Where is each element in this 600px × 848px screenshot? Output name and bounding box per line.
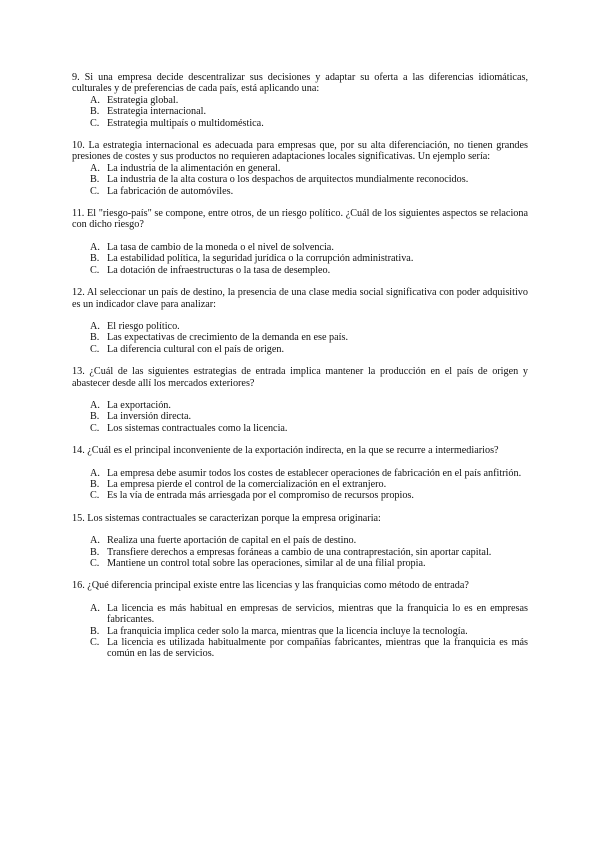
option-letter: A. <box>90 602 100 614</box>
option-c <box>90 118 528 129</box>
option-letter: B. <box>90 478 100 490</box>
option-text: Las expectativas de crecimiento de la demanda en ese país. <box>107 332 348 344</box>
option-list <box>72 242 528 276</box>
option-a <box>90 468 528 479</box>
option-c <box>90 265 528 276</box>
option-text: Estrategia multipaís o multidoméstica. <box>107 117 264 129</box>
option-letter: A. <box>90 162 100 174</box>
question-text: 13. ¿Cuál de las siguientes estrategias de entrada implica mantener la producción en el país de origen y abastecer desde allí los mercados exteriores? <box>72 366 528 389</box>
option-a <box>90 163 528 174</box>
option-text: Transfiere derechos a empresas foráneas a cambio de una contraprestación, sin aportar capital. <box>107 546 492 558</box>
option-list <box>72 468 528 502</box>
option-letter: C. <box>90 558 100 569</box>
option-letter: C. <box>90 117 100 129</box>
option-list <box>72 95 528 129</box>
option-text: La licencia es más habitual en empresas de servicios, mientras que la franquicia lo es en empresas fabricantes. <box>107 602 528 626</box>
option-text: La empresa pierde el control de la comercialización en el extranjero. <box>107 478 387 490</box>
question-12 <box>72 287 528 355</box>
option-letter: B. <box>90 625 100 637</box>
option-c <box>90 558 528 569</box>
option-letter: C. <box>90 264 100 276</box>
option-b <box>90 174 528 185</box>
option-text: La inversión directa. <box>107 411 192 423</box>
option-list <box>72 163 528 197</box>
option-letter: C. <box>90 343 100 355</box>
option-letter: A. <box>90 320 100 332</box>
option-a <box>90 242 528 253</box>
option-text: El riesgo político. <box>107 320 180 332</box>
option-text: Estrategia internacional. <box>107 106 206 118</box>
question-14 <box>72 445 528 502</box>
option-b <box>90 332 528 343</box>
option-c <box>90 186 528 197</box>
option-letter: A. <box>90 241 100 253</box>
option-text: La industria de la alta costura o los despachos de arquitectos mundialmente reconocidos. <box>107 174 469 186</box>
question-16 <box>72 580 528 659</box>
option-letter: B. <box>90 546 100 558</box>
option-text: Mantiene un control total sobre las operaciones, similar al de una filial propia. <box>107 558 426 569</box>
option-letter: C. <box>90 422 100 434</box>
option-text: Los sistemas contractuales como la licencia. <box>107 422 288 434</box>
option-a <box>90 400 528 411</box>
option-letter: A. <box>90 94 100 106</box>
option-text: La empresa debe asumir todos los costes de establecer operaciones de fabricación en el país anfitrión. <box>107 467 522 479</box>
option-text: La dotación de infraestructuras o la tasa de desempleo. <box>107 264 331 276</box>
option-letter: B. <box>90 411 100 423</box>
option-list <box>72 321 528 355</box>
question-10 <box>72 140 528 197</box>
option-b <box>90 106 528 117</box>
option-letter: B. <box>90 253 100 265</box>
option-text: Realiza una fuerte aportación de capital en el país de destino. <box>107 535 357 547</box>
question-11 <box>72 208 528 276</box>
option-c <box>90 637 528 660</box>
option-c <box>90 344 528 355</box>
option-text: Estrategia global. <box>107 94 179 106</box>
option-letter: A. <box>90 399 100 411</box>
option-a <box>90 95 528 106</box>
option-list <box>72 603 528 660</box>
option-letter: A. <box>90 535 100 547</box>
option-text: Es la vía de entrada más arriesgada por el compromiso de recursos propios. <box>107 490 414 502</box>
option-text: La estabilidad política, la seguridad jurídica o la corrupción administrativa. <box>107 253 414 265</box>
question-13 <box>72 366 528 434</box>
option-text: La franquicia implica ceder solo la marca, mientras que la licencia incluye la tecnología. <box>107 625 468 637</box>
question-text: 16. ¿Qué diferencia principal existe entre las licencias y las franquicias como método de entrada? <box>72 580 469 592</box>
option-a <box>90 535 528 546</box>
option-text: La tasa de cambio de la moneda o el nivel de solvencia. <box>107 241 334 253</box>
option-b <box>90 547 528 558</box>
question-text: 11. El "riesgo-país" se compone, entre otros, de un riesgo político. ¿Cuál de los siguientes aspectos se relaciona con dicho riesgo? <box>72 208 528 231</box>
option-text: La licencia es utilizada habitualmente por compañías fabricantes, mientras que la franquicia es más común en las de servicios. <box>107 637 528 660</box>
option-letter: C. <box>90 490 100 502</box>
question-9 <box>72 72 528 129</box>
option-text: La industria de la alimentación en general. <box>107 162 281 174</box>
question-text: 10. La estrategia internacional es adecuada para empresas que, por su alta diferenciación, no tienen grandes presiones de costes y sus productos no requieren adaptaciones locales significativas. Un ejemplo sería: <box>72 140 528 163</box>
option-b <box>90 253 528 264</box>
option-b <box>90 626 528 637</box>
option-text: La exportación. <box>107 399 171 411</box>
option-b <box>90 411 528 422</box>
option-c <box>90 490 528 501</box>
option-letter: C. <box>90 637 100 649</box>
option-a <box>90 321 528 332</box>
option-c <box>90 423 528 434</box>
option-text: La fabricación de automóviles. <box>107 185 234 197</box>
question-text: 9. Si una empresa decide descentralizar sus decisiones y adaptar su oferta a las diferencias idiomáticas, culturales y de preferencias de cada país, está aplicando una: <box>72 72 528 95</box>
option-letter: C. <box>90 185 100 197</box>
question-text: 14. ¿Cuál es el principal inconveniente de la exportación indirecta, en la que se recurre a intermediarios? <box>72 445 499 457</box>
option-letter: B. <box>90 332 100 344</box>
option-letter: B. <box>90 106 100 118</box>
option-text: La diferencia cultural con el país de origen. <box>107 343 285 355</box>
option-list <box>72 400 528 434</box>
option-b <box>90 479 528 490</box>
option-list <box>72 535 528 569</box>
option-letter: A. <box>90 467 100 479</box>
question-15 <box>72 513 528 570</box>
option-a <box>90 603 528 626</box>
question-text: 12. Al seleccionar un país de destino, la presencia de una clase media social significativa con poder adquisitivo es un indicador clave para analizar: <box>72 287 528 310</box>
question-text: 15. Los sistemas contractuales se caracterizan porque la empresa originaria: <box>72 512 381 524</box>
option-letter: B. <box>90 174 100 186</box>
